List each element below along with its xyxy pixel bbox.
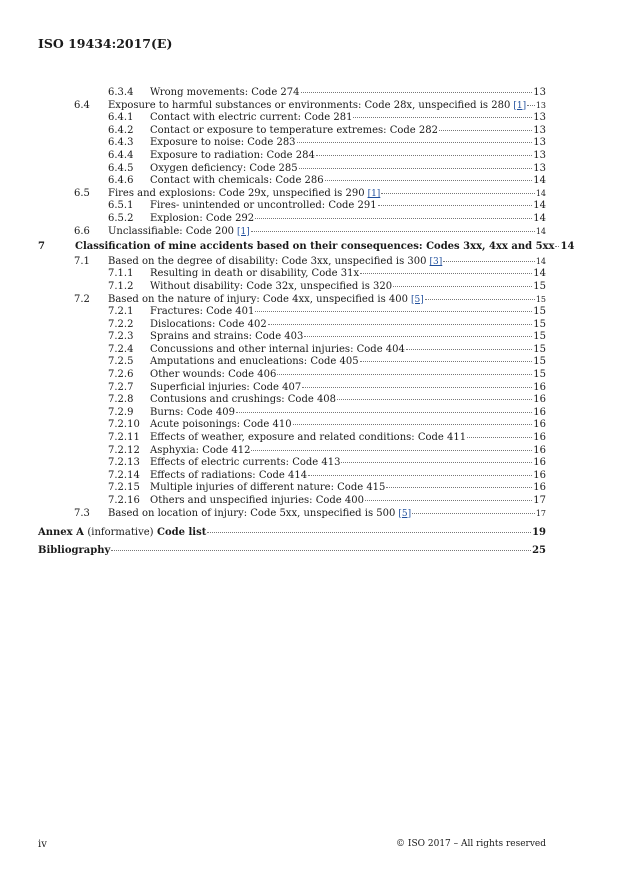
toc-entry-number: 6.5.1: [108, 200, 134, 212]
toc-entry[interactable]: [38, 294, 546, 307]
dot-leader: [378, 205, 533, 206]
dot-leader: [316, 155, 532, 156]
toc-entry[interactable]: [38, 306, 546, 319]
annex-label: Annex A: [38, 527, 84, 539]
dot-leader: [360, 273, 532, 274]
toc-entry[interactable]: [38, 213, 546, 226]
bibliography-reference-link[interactable]: [1]: [513, 100, 527, 111]
toc-entry-title-text: Classification of mine accidents based on their consequences: Codes 3xx, 4xx and 5xx: [75, 241, 555, 253]
toc-entry-number: 6.4.2: [108, 124, 134, 136]
toc-entry-number: 7.3: [74, 507, 90, 519]
dot-leader: [325, 180, 533, 181]
toc-entry[interactable]: [38, 200, 546, 213]
toc-entry-title-text: Unclassifiable: Code 200: [108, 225, 235, 237]
toc-entry[interactable]: [38, 268, 546, 281]
dot-leader: [299, 168, 533, 169]
toc-entry-number: 6.4.6: [108, 175, 134, 187]
toc-entry-title-text: Exposure to radiation: Code 284: [150, 149, 315, 161]
toc-entry-number: 7.2.13: [108, 457, 140, 469]
toc-entry[interactable]: [38, 369, 546, 382]
toc-entry-title-text: Concussions and other internal injuries: Code 404: [150, 343, 405, 355]
toc-entry-number: 7.2.8: [108, 394, 134, 406]
toc-entry-title: [108, 100, 526, 113]
toc-entry-title: [150, 213, 254, 226]
dot-leader: [304, 336, 532, 337]
toc-entry-title: [150, 125, 438, 138]
toc-entry[interactable]: [38, 150, 546, 163]
toc-page-number: 15: [533, 369, 546, 381]
toc-page-number: 15: [533, 318, 546, 330]
toc-entry-number: 6.4.4: [108, 149, 134, 161]
toc-page-number: 15: [533, 343, 546, 355]
toc-page-number: 19: [532, 527, 546, 539]
toc-entry-number: 7.2.16: [108, 495, 140, 506]
dot-leader: [308, 475, 532, 476]
toc-entry-title: [75, 241, 554, 254]
toc-entry-title-text: Fractures: Code 401: [150, 306, 255, 318]
toc-page-number: 13: [533, 137, 546, 149]
toc-entry[interactable]: [38, 482, 546, 495]
toc-page-number: 16: [533, 469, 546, 481]
toc-entry[interactable]: [38, 163, 546, 176]
toc-entry[interactable]: [38, 137, 546, 150]
toc-entry-number: 7.1.1: [108, 268, 134, 280]
toc-entry-title-text: Sprains and strains: Code 403: [150, 331, 304, 343]
dot-leader: [236, 412, 532, 413]
toc-entry-title: [150, 87, 300, 100]
toc-entry[interactable]: [38, 407, 546, 420]
dot-leader: [111, 550, 531, 551]
footer-copyright: © ISO 2017 – All rights reserved: [396, 839, 546, 849]
dot-leader: [255, 311, 532, 312]
toc-entry[interactable]: [38, 319, 546, 332]
annex-kind: (informative): [87, 527, 154, 539]
dot-leader: [412, 513, 535, 514]
toc-entry-title-text: Fires and explosions: Code 29x, unspecified is 290: [108, 187, 365, 199]
dot-leader: [467, 437, 532, 438]
toc-entry-title: [150, 175, 324, 188]
toc-entry-title-text: Explosion: Code 292: [150, 212, 255, 224]
toc-page-number: 13: [533, 87, 546, 98]
toc-annex-title: [38, 524, 206, 541]
toc-entry-title-text: Effects of electric currents: Code 413: [150, 457, 341, 469]
toc-entry[interactable]: [38, 281, 546, 294]
dot-leader: [360, 361, 533, 362]
toc-entry-title-text: Acute poisonings: Code 410: [150, 419, 292, 431]
toc-entry-title: [108, 294, 424, 307]
dot-leader: [425, 299, 535, 300]
toc-entry-number: 7.2.14: [108, 469, 140, 481]
toc-entry-title: [108, 188, 380, 201]
toc-page-number: 17: [533, 495, 546, 506]
toc-page-number: 16: [533, 482, 546, 494]
bibliography-reference-link[interactable]: [5]: [411, 294, 424, 305]
toc-entry-number: 7.2.4: [108, 343, 134, 355]
toc-entry[interactable]: [38, 394, 546, 407]
toc-entry-number: 6.4.1: [108, 112, 134, 124]
toc-entry-title-text: Without disability: Code 32x, unspecified is 320: [150, 280, 393, 292]
toc-entry-title: [150, 482, 385, 495]
toc-entry-title-text: Exposure to harmful substances or environments: Code 28x, unspecified is 280: [108, 99, 511, 111]
toc-entry-number: 7.2.10: [108, 419, 140, 431]
toc-page-number: 25: [532, 545, 546, 557]
toc-entry-title: [150, 495, 364, 508]
toc-entry-title: [150, 356, 359, 369]
toc-entry[interactable]: [38, 175, 546, 188]
toc-entry[interactable]: [38, 457, 546, 470]
footer-page-number: iv: [38, 839, 47, 850]
toc-entry-title-text: Based on the nature of injury: Code 4xx, unspecified is 400: [108, 293, 408, 305]
toc-page-number: 13: [533, 112, 546, 124]
toc-page-number: 15: [533, 280, 546, 292]
bibliography-reference-link[interactable]: [5]: [398, 508, 412, 519]
toc-entry-number: 6.6: [74, 225, 90, 237]
dot-leader: [268, 324, 533, 325]
dot-leader: [406, 349, 532, 350]
toc-entry-number: 7.2.3: [108, 331, 134, 343]
toc-entry-number: 7.2.9: [108, 406, 134, 418]
toc-entry-title: [150, 382, 301, 395]
bibliography-reference-link[interactable]: [1]: [367, 188, 381, 199]
toc-entry-title-text: Based on the degree of disability: Code 3xx, unspecified is 300: [108, 255, 427, 267]
toc-entry-title: [150, 163, 298, 176]
toc-entry-title: [150, 445, 250, 458]
toc-page-number: 14: [533, 268, 546, 280]
dot-leader: [297, 142, 533, 143]
toc-entry-title: [150, 200, 377, 213]
toc-entry-title: [150, 419, 292, 432]
document-id-header: ISO 19434:2017(E): [38, 36, 173, 51]
dot-leader: [443, 261, 535, 262]
dot-leader: [255, 218, 532, 219]
toc-entry-title: [150, 432, 466, 445]
toc-entry[interactable]: [38, 100, 546, 113]
toc-page-number: 16: [533, 419, 546, 431]
toc-entry-title-text: Burns: Code 409: [150, 406, 235, 418]
toc-entry[interactable]: [38, 112, 546, 125]
toc-entry-title: [150, 369, 276, 382]
toc-entry-title-text: Resulting in death or disability, Code 31x: [150, 268, 360, 280]
toc-page-number: 13: [533, 162, 546, 174]
dot-leader: [381, 193, 535, 194]
toc-page-number: 14: [535, 188, 546, 198]
toc-page-number: 16: [533, 394, 546, 406]
toc-page-number: 13: [533, 124, 546, 136]
toc-page-number: 16: [533, 457, 546, 469]
bibliography-reference-link[interactable]: [1]: [237, 226, 250, 237]
toc-entry-title-text: Others and unspecified injuries: Code 400: [150, 495, 364, 506]
bibliography-title: Bibliography: [38, 545, 111, 557]
toc-bibliography-entry[interactable]: [38, 541, 546, 560]
toc-entry-title: [108, 508, 411, 521]
toc-page-number: 15: [533, 356, 546, 368]
dot-leader: [302, 387, 532, 388]
toc-entry[interactable]: [38, 344, 546, 357]
toc-entry-number: 6.3.4: [108, 87, 134, 98]
toc-entry-title: [150, 150, 315, 163]
toc-page-number: 14: [533, 175, 546, 187]
dot-leader: [365, 500, 532, 501]
toc-entry-number: 7.2.11: [108, 432, 140, 444]
dot-leader: [337, 399, 532, 400]
toc-entry-title: [150, 457, 340, 470]
dot-leader: [301, 92, 533, 93]
toc-page-number: 14: [560, 241, 575, 253]
dot-leader: [353, 117, 532, 118]
toc-entry[interactable]: [38, 256, 546, 269]
toc-entry-number: 6.5: [74, 187, 90, 199]
toc-entry-title-text: Contact with chemicals: Code 286: [150, 175, 324, 187]
toc-entry-number: 7.2.15: [108, 482, 140, 494]
toc-entry[interactable]: [38, 508, 546, 521]
toc-entry-title: [150, 319, 267, 332]
toc-entry-title-text: Multiple injuries of different nature: Code 415: [150, 482, 386, 494]
toc-entry-title: [150, 112, 352, 125]
toc-entry-number: 7.1: [74, 255, 90, 267]
toc-entry-title: [150, 344, 405, 357]
toc-page-number: 16: [533, 406, 546, 418]
toc-entry-title-text: Contusions and crushings: Code 408: [150, 394, 337, 406]
dot-leader: [439, 130, 532, 131]
toc-entry-number: 7.2.2: [108, 318, 134, 330]
toc-entry-number: 6.4.3: [108, 137, 134, 149]
toc-page-number: 16: [533, 381, 546, 393]
toc-entry-number: 6.5.2: [108, 212, 134, 224]
toc-annex-entry[interactable]: [38, 524, 546, 541]
toc-entry-title: [150, 394, 336, 407]
toc-page-number: 15: [535, 294, 546, 304]
toc-page-number: 15: [533, 306, 546, 318]
toc-entry-title-text: Amputations and enucleations: Code 405: [150, 356, 359, 368]
dot-leader: [341, 462, 532, 463]
bibliography-reference-link[interactable]: [3]: [429, 256, 443, 267]
toc-entry-title: [150, 306, 254, 319]
toc-entry[interactable]: [38, 188, 546, 201]
toc-entry-title-text: Contact with electric current: Code 281: [150, 112, 353, 124]
toc-page-number: 17: [535, 508, 546, 518]
toc-page-number: 14: [535, 256, 546, 266]
dot-leader: [251, 231, 535, 232]
annex-title: Code list: [157, 527, 207, 539]
toc-entry-number: 7.2.7: [108, 381, 134, 393]
toc-entry[interactable]: [38, 445, 546, 458]
toc-entry-title-text: Exposure to noise: Code 283: [150, 137, 296, 149]
toc-entry-number: 6.4: [74, 99, 90, 111]
dot-leader: [527, 105, 535, 106]
toc-entry-number: 7.2.12: [108, 444, 140, 456]
toc-page-number: 14: [535, 226, 546, 236]
dot-leader: [293, 424, 533, 425]
toc-entry-number: 7.2.1: [108, 306, 134, 318]
table-of-contents: [38, 87, 575, 560]
toc-entry[interactable]: [38, 432, 546, 445]
toc-entry-title-text: Asphyxia: Code 412: [150, 444, 251, 456]
toc-entry-title-text: Dislocations: Code 402: [150, 318, 267, 330]
toc-entry[interactable]: [38, 495, 546, 508]
toc-entry-title: [150, 281, 392, 294]
toc-entry[interactable]: [38, 125, 546, 138]
dot-leader: [251, 450, 532, 451]
toc-entry-title-text: Contact or exposure to temperature extremes: Code 282: [150, 124, 438, 136]
toc-entry-number: 6.4.5: [108, 162, 134, 174]
toc-entry-title-text: Effects of radiations: Code 414: [150, 469, 308, 481]
dot-leader: [555, 246, 559, 247]
dot-leader: [277, 374, 532, 375]
toc-entry-title: [150, 407, 235, 420]
dot-leader: [207, 532, 531, 533]
toc-entry-title: [150, 137, 296, 150]
toc-page-number: 14: [533, 200, 546, 212]
toc-page-number: 16: [533, 432, 546, 444]
toc-entry-number: 7.2: [74, 293, 90, 305]
toc-entry-number: 7.1.2: [108, 280, 134, 292]
toc-entry-title: [108, 226, 250, 239]
toc-page-number: 13: [535, 100, 546, 110]
toc-entry[interactable]: [38, 87, 546, 100]
toc-page-number: 16: [533, 444, 546, 456]
dot-leader: [393, 286, 532, 287]
toc-entry-number: 7.2.6: [108, 369, 134, 381]
toc-entry-title: [108, 256, 442, 269]
toc-entry-title-text: Effects of weather, exposure and related conditions: Code 411: [150, 432, 467, 444]
toc-entry-number: 7.2.5: [108, 356, 134, 368]
toc-entry[interactable]: [38, 331, 546, 344]
toc-entry[interactable]: [38, 356, 546, 369]
toc-page-number: 13: [533, 149, 546, 161]
toc-entry-title-text: Based on location of injury: Code 5xx, unspecified is 500: [108, 507, 396, 519]
toc-entry-title-text: Superficial injuries: Code 407: [150, 381, 302, 393]
toc-entry-title-text: Fires- unintended or uncontrolled: Code 291: [150, 200, 377, 212]
toc-entry-title: [150, 331, 303, 344]
toc-entry-number: 7: [38, 241, 45, 253]
toc-entry[interactable]: [38, 241, 575, 254]
dot-leader: [386, 487, 532, 488]
toc-entry-title: [150, 470, 307, 483]
toc-page-number: 15: [533, 331, 546, 343]
toc-entry[interactable]: [38, 419, 546, 432]
toc-entry-title-text: Oxygen deficiency: Code 285: [150, 162, 298, 174]
toc-entry-title: [150, 268, 359, 281]
toc-entry[interactable]: [38, 226, 546, 239]
toc-entry-title-text: Other wounds: Code 406: [150, 369, 277, 381]
toc-entry[interactable]: [38, 470, 546, 483]
toc-page-number: 14: [533, 212, 546, 224]
toc-entry[interactable]: [38, 382, 546, 395]
toc-entry-title-text: Wrong movements: Code 274: [150, 87, 300, 98]
